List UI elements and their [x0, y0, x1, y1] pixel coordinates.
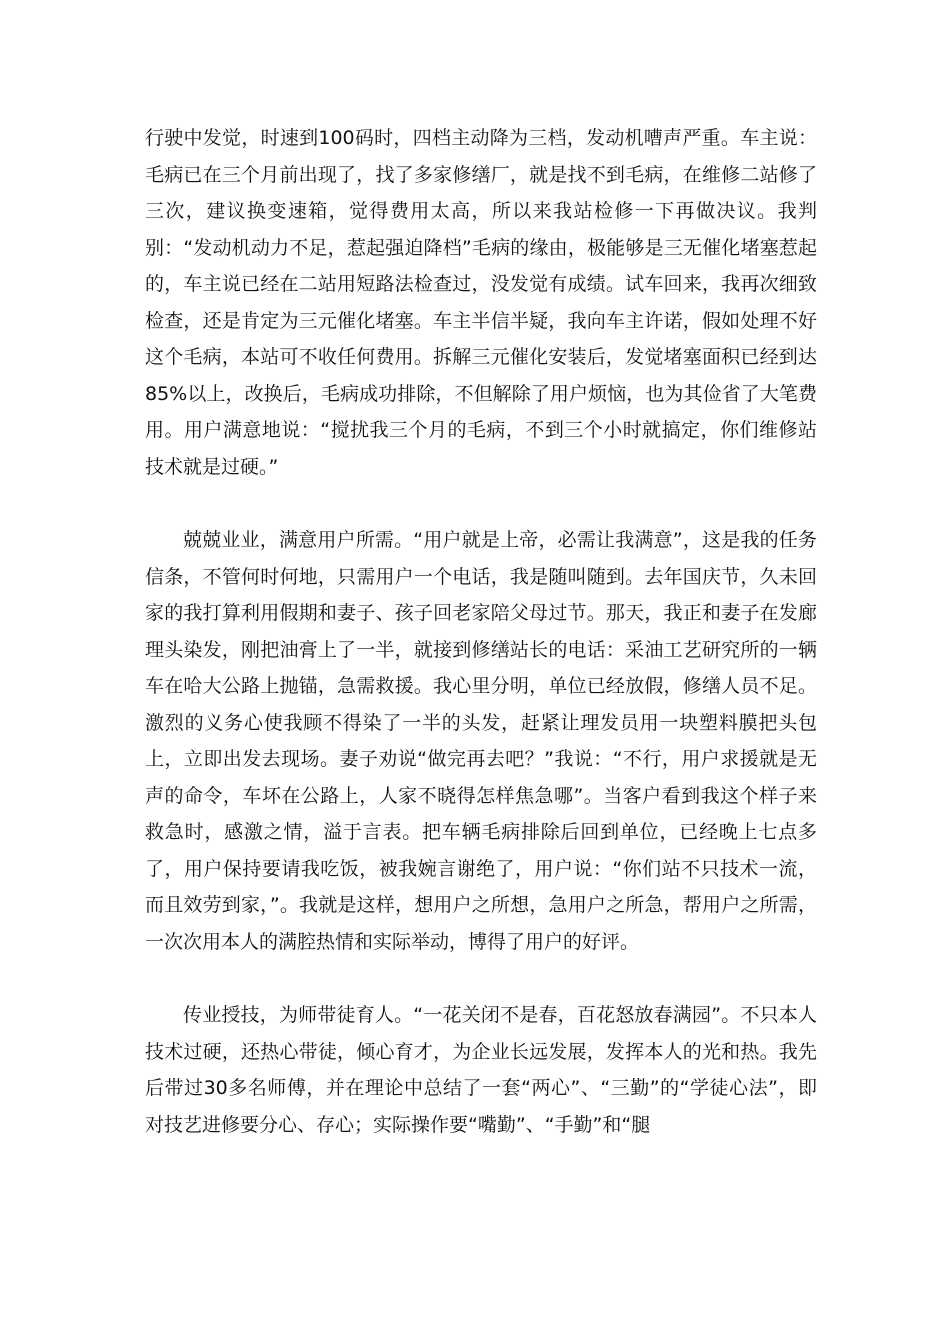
- paragraph-mentoring: 传业授技，为师带徒育人。“一花关闭不是春，百花怒放春满园”。不只本人技术过硬，还热心带徒，倾心育才，为企业长远发展，发挥本人的光和热。我先后带过30多名师傅，并在理论中总结了一套“两心”、“三勤”的“学徒心法”，即对技艺进修要分心、存心；实际操作要“嘴勤”、“手勤”和“腿: [145, 1004, 817, 1136]
- paragraph-repair-story: 行驶中发觉，时速到100码时，四档主动降为三档，发动机嘈声严重。车主说：毛病已在三个月前出现了，找了多家修缮厂，就是找不到毛病，在维修二站修了三次，建议换变速箱，觉得费用太高，所以来我站检修一下再做决议。我判别：“发动机动力不足，惹起强迫降档”毛病的缘由，极能够是三无催化堵塞惹起的，车主说已经在二站用短路法检查过，没发觉有成绩。试车回来，我再次细致检查，还是肯定为三元催化堵塞。车主半信半疑，我向车主许诺，假如处理不好这个毛病，本站可不收任何费用。拆解三元催化安装后，发觉堵塞面积已经到达85%以上，改换后，毛病成功排除，不但解除了用户烦恼，也为其俭省了大笔费用。用户满意地说：“搅扰我三个月的毛病，不到三个小时就搞定，你们维修站技术就是过硬。”: [145, 127, 817, 478]
- paragraph-spacer: [145, 485, 817, 522]
- document-body: [145, 120, 817, 1143]
- paragraph-spacer: [145, 960, 817, 997]
- paragraph-customer-service: 兢兢业业，满意用户所需。“用户就是上帝，必需让我满意”，这是我的任务信条，不管何时何地，只需用户一个电话，我是随叫随到。去年国庆节，久未回家的我打算利用假期和妻子、孩子回老家陪父母过节。那天，我正和妻子在发廊理头染发，刚把油膏上了一半，就接到修缮站长的电话：采油工艺研究所的一辆车在哈大公路上抛锚，急需救援。我心里分明，单位已经放假，修缮人员不足。激烈的义务心使我顾不得染了一半的头发，赶紧让理发员用一块塑料膜把头包上，立即出发去现场。妻子劝说“做完再去吧？”我说：“不行，用户求援就是无声的命令，车坏在公路上，人家不晓得怎样焦急哪”。当客户看到我这个样子来救急时，感激之情，溢于言表。把车辆毛病排除后回到单位，已经晚上七点多了，用户保持要请我吃饭，被我婉言谢绝了，用户说：“你们站不只技术一流，而且效劳到家，”。我就是这样，想用户之所想，急用户之所急，帮用户之所需，一次次用本人的满腔热情和实际举动，博得了用户的好评。: [145, 529, 817, 953]
